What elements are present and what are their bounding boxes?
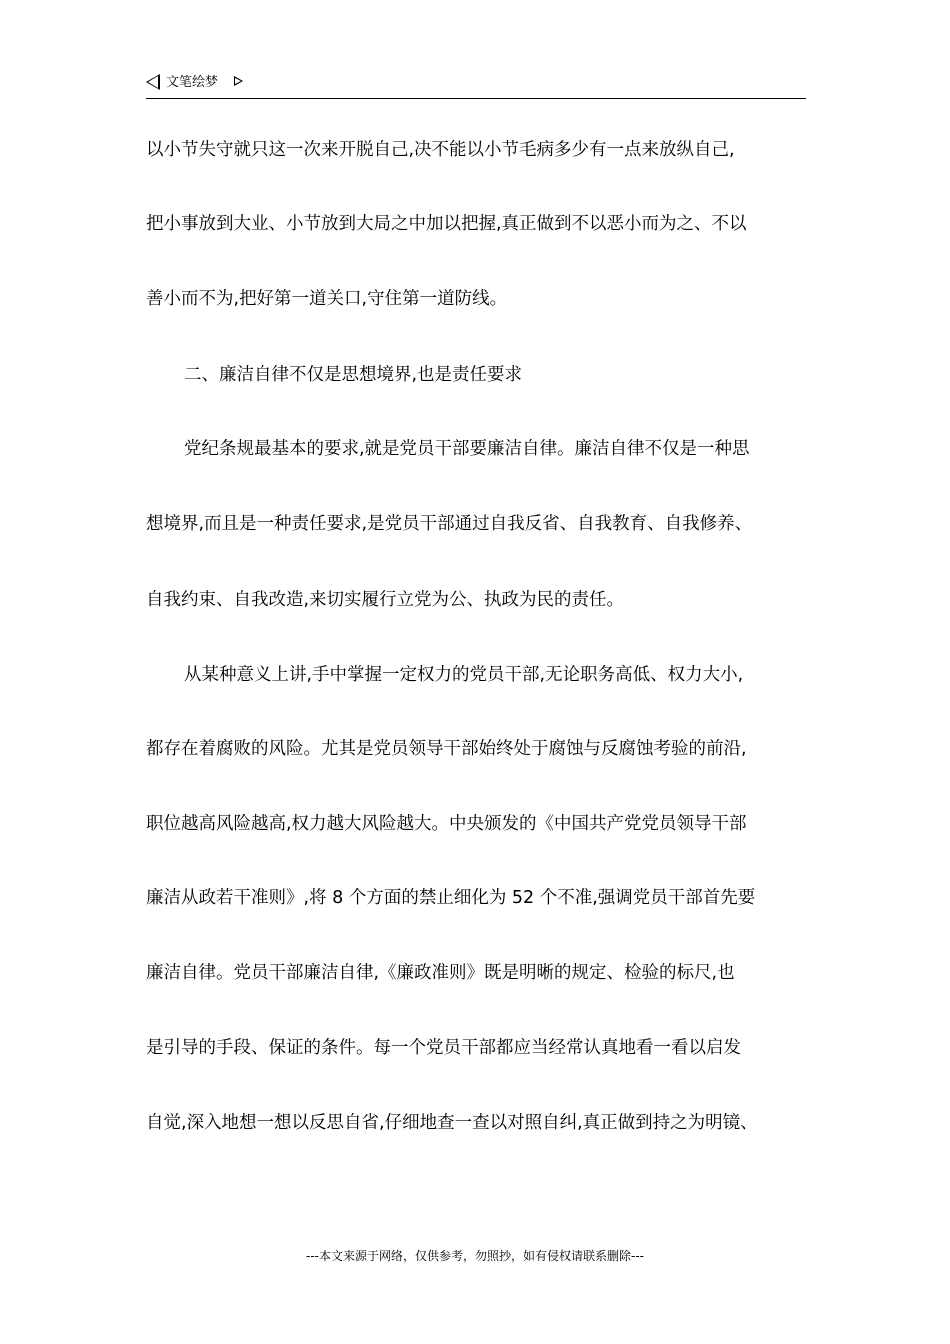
- body-line: 廉洁自律。党员干部廉洁自律,《廉政准则》既是明晰的规定、检验的标尺,也: [146, 963, 735, 983]
- page-footer: ---本文来源于网络，仅供参考，勿照抄，如有侵权请联系删除---: [306, 1249, 644, 1263]
- triangle-left-outline-icon: [146, 74, 160, 90]
- body-line: 想境界,而且是一种责任要求,是党员干部通过自我反省、自我教育、自我修养、: [146, 514, 753, 534]
- header-title: 文笔绘梦: [166, 75, 219, 90]
- body-line: 廉洁从政若干准则》,将 8 个方面的禁止细化为 52 个不准,强调党员干部首先要: [146, 888, 756, 908]
- body-line: 以小节失守就只这一次来开脱自己,决不能以小节毛病多少有一点来放纵自己,: [146, 140, 735, 160]
- body-line: 职位越高风险越高,权力越大风险越大。中央颁发的《中国共产党党员领导干部: [146, 814, 747, 834]
- body-line: 都存在着腐败的风险。尤其是党员领导干部始终处于腐蚀与反腐蚀考验的前沿,: [146, 739, 747, 759]
- body-line: 自觉,深入地想一想以反思自省,仔细地查一查以对照自纠,真正做到持之为明镜、: [146, 1113, 758, 1133]
- body-line: 是引导的手段、保证的条件。每一个党员干部都应当经常认真地看一看以启发: [146, 1038, 741, 1058]
- body-line: 把小事放到大业、小节放到大局之中加以把握,真正做到不以恶小而为之、不以: [146, 214, 747, 234]
- section-heading: 二、廉洁自律不仅是思想境界,也是责任要求: [184, 365, 523, 385]
- body-line: 善小而不为,把好第一道关口,守住第一道防线。: [146, 289, 508, 309]
- triangle-right-outline-icon: [234, 76, 243, 86]
- body-line: 从某种意义上讲,手中掌握一定权力的党员干部,无论职务高低、权力大小,: [184, 665, 744, 685]
- page-header: [146, 72, 806, 99]
- body-line: 党纪条规最基本的要求,就是党员干部要廉洁自律。廉洁自律不仅是一种思: [184, 439, 750, 459]
- body-line: 自我约束、自我改造,来切实履行立党为公、执政为民的责任。: [146, 590, 625, 610]
